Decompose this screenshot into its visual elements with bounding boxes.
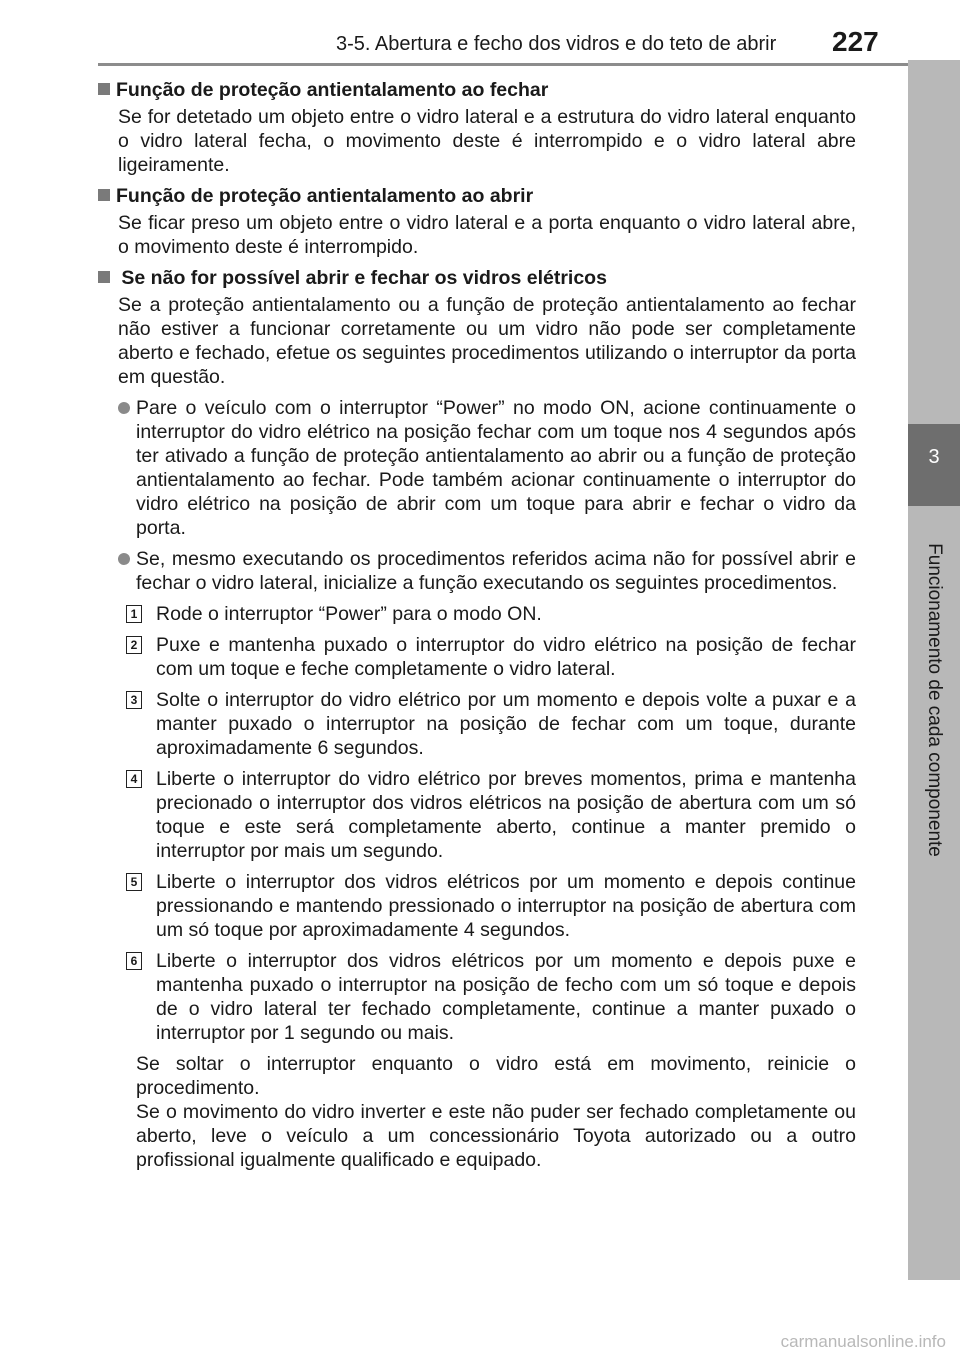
- bullet-item: Se, mesmo executando os procedimentos referidos acima não for possível abrir e fechar o vidro lateral, inicialize a função executando os seguintes procedimentos.: [118, 547, 856, 595]
- circle-bullet-icon: [118, 402, 130, 414]
- header-divider: [98, 63, 958, 66]
- section-heading: Se não for possível abrir e fechar os vidros elétricos: [98, 266, 856, 290]
- step-number: 2: [126, 636, 142, 654]
- page-number: 227: [832, 26, 879, 57]
- procedure-step: 1 Rode o interruptor “Power” para o modo ON.: [156, 602, 856, 626]
- section-heading: Função de proteção antientalamento ao fechar: [98, 78, 856, 102]
- closing-note: Se soltar o interruptor enquanto o vidro está em movimento, reinicie o procedimento. Se o movimento do vidro inverter e este não puder ser fechado completamente ou aberto, leve o veículo a um concessionário Toyota autorizado ou a outro profissional igualmente qualificado e equipado.: [136, 1053, 856, 1171]
- procedure-step: 5 Liberte o interruptor dos vidros elétricos por um momento e depois continue pressionando e mantendo pressionado o interruptor na posição de abertura com um só toque por aproximadamente 4 segundos.: [156, 870, 856, 942]
- step-number: 4: [126, 770, 142, 788]
- step-number: 3: [126, 691, 142, 709]
- square-bullet-icon: [98, 83, 110, 95]
- chapter-label: Funcionamento de cada componente: [924, 543, 945, 857]
- page-content: [98, 78, 856, 1172]
- bullet-item: Pare o veículo com o interruptor “Power” no modo ON, acione continuamente o interruptor do vidro elétrico na posição fechar com um toque nos 4 segundos após ter ativado a função de proteção antientalamento ao abrir ou a função de proteção antientalamento ao fechar. Pode também acionar continuamente o interruptor do vidro elétrico na posição de abrir com um toque para abrir e fechar o vidro da porta.: [118, 396, 856, 540]
- page-header: [0, 0, 960, 64]
- step-number: 6: [126, 952, 142, 970]
- procedure-step: 2 Puxe e mantenha puxado o interruptor do vidro elétrico na posição de fechar com um toque e feche completamente o vidro lateral.: [156, 633, 856, 681]
- step-number: 1: [126, 605, 142, 623]
- watermark: carmanualsonline.info: [780, 1332, 946, 1351]
- step-number: 5: [126, 873, 142, 891]
- section-heading: Função de proteção antientalamento ao abrir: [98, 184, 856, 208]
- section-paragraph: Se a proteção antientalamento ou a função de proteção antientalamento ao fechar não estiver a funcionar corretamente ou um vidro não pode ser completamente aberto e fechado, efetue os seguintes procedimentos utilizando o interruptor da porta em questão.: [118, 294, 856, 388]
- procedure-step: 3 Solte o interruptor do vidro elétrico por um momento e depois volte a puxar e a manter puxado o interruptor na posição de fechar com um toque, durante aproximadamente 6 segundos.: [156, 688, 856, 760]
- section-paragraph: Se ficar preso um objeto entre o vidro lateral e a porta enquanto o vidro lateral abre, o movimento deste é interrompido.: [118, 212, 856, 258]
- procedure-step: 4 Liberte o interruptor do vidro elétrico por breves momentos, prima e mantenha precionado o interruptor dos vidros elétricos na posição de abertura com um só toque e este será completamente aberto, continue a manter premido o interruptor por mais um segundo.: [156, 767, 856, 863]
- square-bullet-icon: [98, 271, 110, 283]
- section-paragraph: Se for detetado um objeto entre o vidro lateral e a estrutura do vidro lateral enquanto o vidro lateral fecha, o movimento deste é interrompido e o vidro lateral abre ligeiramente.: [118, 106, 856, 176]
- section-title: 3-5. Abertura e fecho dos vidros e do teto de abrir: [336, 33, 777, 55]
- circle-bullet-icon: [118, 553, 130, 565]
- chapter-number: 3: [928, 446, 940, 468]
- procedure-step: 6 Liberte o interruptor dos vidros elétricos por um momento e depois puxe e mantenha puxado o interruptor na posição de fecho com um só toque e depois de o vidro lateral ter fechado completamente, continue a manter puxado o interruptor por 1 segundo ou mais.: [156, 949, 856, 1045]
- square-bullet-icon: [98, 189, 110, 201]
